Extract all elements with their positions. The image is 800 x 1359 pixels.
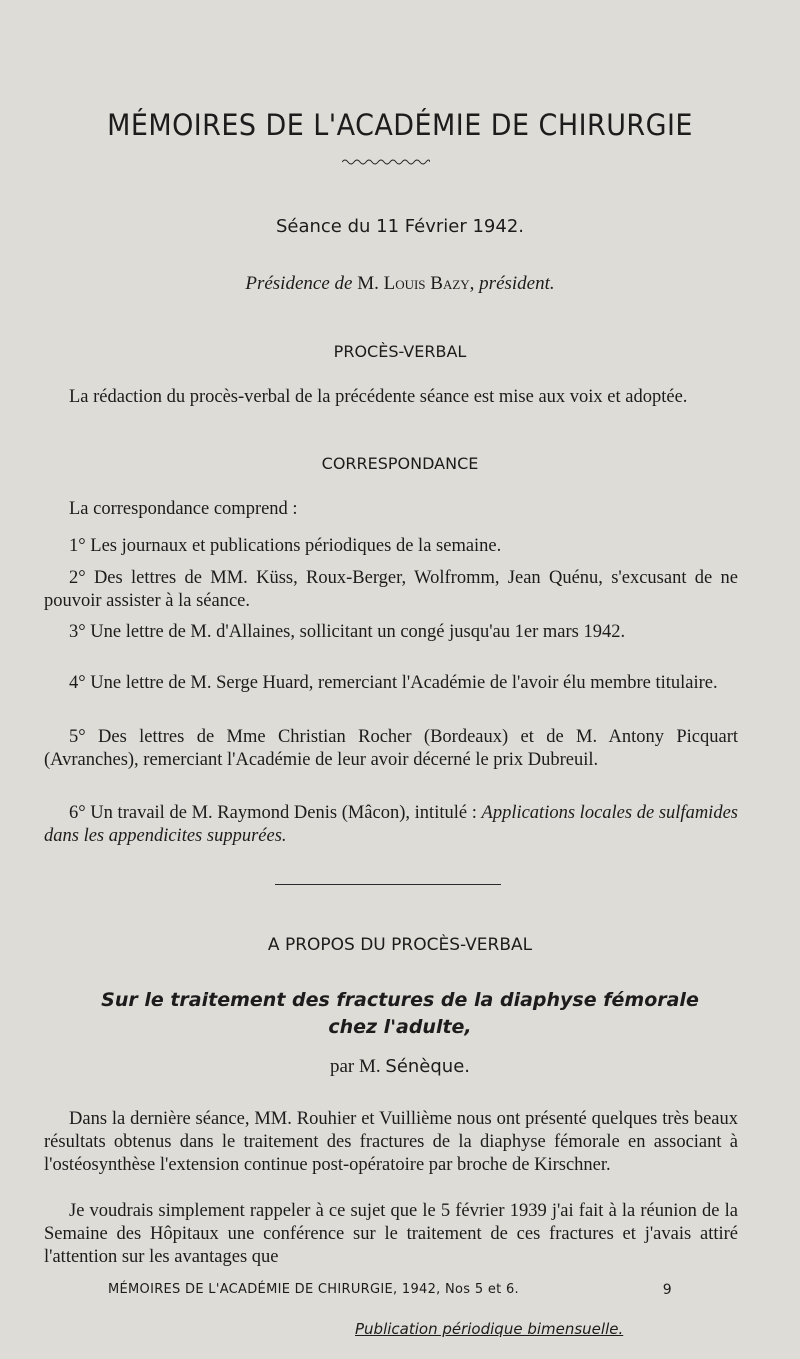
presidency-label: Présidence — [245, 273, 330, 294]
footer-citation: MÉMOIRES DE L'ACADÉMIE DE CHIRURGIE, 1942, Nos 5 et 6. — [108, 1282, 519, 1297]
publication-note: Publication périodique bimensuelle. — [355, 1320, 624, 1338]
president-role: président. — [479, 273, 555, 294]
correspondance-item-4: 4° Une lettre de M. Serge Huard, remerciant l'Académie de l'avoir élu membre titulaire. — [69, 673, 718, 693]
article-title-line-2: chez l'adulte, — [328, 1016, 472, 1038]
author-prefix: par M. — [329, 1056, 381, 1077]
item-6-work-title: Applications locales de sulfamides dans les appendicites suppurées. — [44, 803, 738, 846]
article-title — [0, 987, 800, 1041]
correspondance-intro: La correspondance comprend : — [69, 499, 298, 519]
article-paragraph-2: Je voudrais simplement rappeler à ce sujet que le 5 février 1939 j'ai fait à la réunion de la Semaine des Hôpitaux une conférence sur le traitement de ces fractures et j'avais attiré l'attention sur les avantages que — [44, 1201, 738, 1267]
presidency-de: de — [334, 273, 353, 294]
correspondance-item-1: 1° Les journaux et publications périodiques de la semaine. — [69, 536, 502, 556]
a-propos-heading: A PROPOS DU PROCÈS-VERBAL — [267, 935, 533, 955]
session-date: Séance du 11 Février 1942. — [275, 216, 525, 237]
author-name: Sénèque. — [385, 1056, 471, 1077]
correspondance-heading: CORRESPONDANCE — [321, 454, 479, 473]
article-title-line-1: Sur le traitement des fractures de la diaphyse fémorale — [101, 989, 699, 1011]
correspondance-item-3: 3° Une lettre de M. d'Allaines, sollicitant un congé jusqu'au 1er mars 1942. — [69, 622, 626, 642]
journal-title: MÉMOIRES DE L'ACADÉMIE DE CHIRURGIE — [107, 108, 693, 142]
proces-verbal-heading: PROCÈS-VERBAL — [333, 342, 467, 361]
page-number: 9 — [662, 1282, 672, 1298]
article-paragraph-1: Dans la dernière séance, MM. Rouhier et Vuillième nous ont présenté quelques très beaux résultats obtenus dans le traitement des fractures de la diaphyse fémorale en associant à l'ostéosynthèse l'extension continue post-opératoire par broche de Kirschner. — [44, 1109, 738, 1175]
president-name: M. Louis Bazy, — [357, 273, 475, 294]
correspondance-item-6 — [44, 802, 738, 848]
article-author — [0, 1056, 800, 1078]
presidency-line — [0, 273, 800, 295]
proces-verbal-text: La rédaction du procès-verbal de la précédente séance est mise aux voix et adoptée. — [69, 387, 688, 407]
page-footer — [108, 1282, 688, 1297]
ornament-divider — [342, 156, 430, 166]
correspondance-item-5: 5° Des lettres de Mme Christian Rocher (Bordeaux) et de M. Antony Picquart (Avranches), remerciant l'Académie de leur avoir décerné le prix Dubreuil. — [44, 727, 738, 770]
item-6-text: 6° Un travail de M. Raymond Denis (Mâcon), intitulé : — [69, 803, 477, 823]
correspondance-item-2: 2° Des lettres de MM. Küss, Roux-Berger, Wolfromm, Jean Quénu, s'excusant de ne pouvoir assister à la séance. — [44, 568, 738, 611]
section-rule — [275, 884, 501, 885]
